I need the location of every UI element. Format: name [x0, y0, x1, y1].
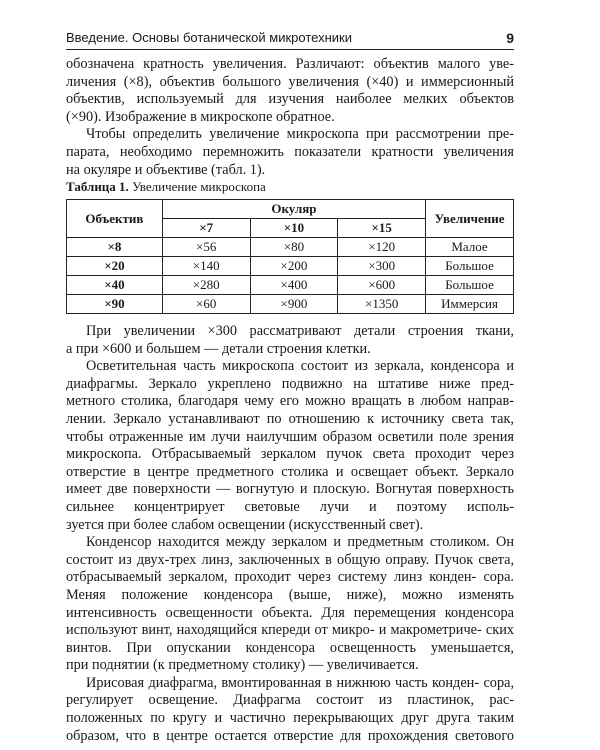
paragraph-condenser-end	[66, 657, 514, 675]
text-line: зуется при более слабом освещении (искусственный свет).	[66, 516, 424, 533]
table-row	[67, 276, 514, 295]
value-cell: ×300	[338, 257, 426, 276]
objective-cell: ×20	[67, 257, 163, 276]
table-caption-label: Таблица 1.	[66, 179, 129, 194]
value-cell: ×280	[162, 276, 250, 295]
text-line: и диафрагмы. Зеркало укреплено подвижно на штативе ниже пред-	[66, 358, 514, 392]
magnification-cell: Малое	[426, 238, 514, 257]
text-line: при поднятии (к предметному столику) — увеличивается.	[66, 657, 419, 674]
section-title: Введение. Основы ботанической микротехники	[66, 30, 352, 45]
magnification-cell: Большое	[426, 257, 514, 276]
text-line: положенных по кругу и частично перекрывающих друг друга таким	[66, 710, 514, 727]
table-row	[67, 295, 514, 314]
paragraph-magnification-use-end	[66, 341, 514, 359]
magnification-cell: Иммерсия	[426, 295, 514, 314]
paragraph-lighting-end	[66, 517, 514, 535]
text-line: используют винт, находящийся кпереди от микро- и макрометриче-	[66, 622, 482, 639]
text-line: сора. Меняя положение конденсора (выше, ниже), можно изменять	[66, 569, 514, 603]
value-cell: ×120	[338, 238, 426, 257]
table-caption	[66, 179, 266, 195]
value-cell: ×1350	[338, 295, 426, 314]
text-line: метного столика, благодаря чему его можно вращать в любом направ-	[66, 393, 514, 410]
body-text-top	[66, 56, 514, 179]
text-line: обозначена кратность увеличения. Различают: объектив малого уве-	[66, 56, 514, 72]
text-line: через отверстие в центре предметного столика и освещает объект.	[66, 446, 514, 480]
value-cell: ×56	[162, 238, 250, 257]
table-row	[67, 238, 514, 257]
running-header	[66, 27, 514, 49]
text-line: Осветительная часть микроскопа состоит из зеркала, конденсора	[86, 358, 500, 375]
text-line: парата, необходимо перемножить показатели кратности увеличения	[66, 143, 514, 160]
text-line: Чтобы определить увеличение микроскопа при рассмотрении пре-	[86, 126, 514, 143]
eyepiece-cell: ×10	[250, 219, 338, 238]
header-rule	[66, 49, 514, 50]
text-line: Он состоит из двух-трех линз, заключенных в общую оправу. Пучок	[66, 534, 514, 568]
value-cell: ×200	[250, 257, 338, 276]
value-cell: ×80	[250, 238, 338, 257]
paragraph-condenser	[66, 534, 514, 657]
value-cell: ×600	[338, 276, 426, 295]
page-number: 9	[506, 30, 514, 46]
text-line: (×90). Изображение в микроскопе обратное.	[66, 108, 335, 125]
header-magnification: Увеличение	[426, 200, 514, 238]
text-line: а при ×600 и большем — детали строения клетки.	[66, 340, 371, 357]
paragraph-objectives	[66, 56, 514, 109]
paragraph-magnification-use	[66, 323, 514, 341]
value-cell: ×400	[250, 276, 338, 295]
text-line: образом, что в центре остается отверстие для прохождения светового	[66, 727, 514, 744]
eyepiece-cell: ×7	[162, 219, 250, 238]
value-cell: ×900	[250, 295, 338, 314]
paragraph-how-to	[66, 126, 514, 161]
text-line: света, отбрасываемый зеркалом, проходит через систему линз конден-	[66, 551, 515, 586]
objective-cell: ×40	[67, 276, 163, 295]
text-line: сора, регулирует освещение. Диафрагма состоит из пластинок, рас-	[66, 674, 515, 709]
text-line: поверхность сильнее концентрирует световые лучи и поэтому исполь-	[66, 481, 515, 515]
text-line: Конденсор находится между зеркалом и предметным столиком.	[86, 534, 490, 551]
body-text-bottom	[66, 323, 514, 745]
table-row	[67, 257, 514, 276]
table-caption-text: Увеличение микроскопа	[132, 179, 266, 194]
table-header-row	[67, 200, 514, 219]
text-line: личения (×8), объектив большого увеличения (×40) и иммерсионный	[66, 73, 514, 90]
magnification-cell: Большое	[426, 276, 514, 295]
objective-cell: ×8	[67, 238, 163, 257]
text-line: так, чтобы отраженные им лучи наилучшим образом осветили поле	[66, 410, 514, 445]
text-line: При увеличении ×300 рассматривают детали строения ткани,	[86, 323, 514, 339]
text-line: лении. Зеркало устанавливают по отношению к источнику света	[66, 410, 484, 427]
paragraph-objectives-end	[66, 109, 514, 127]
paragraph-how-to-end	[66, 162, 514, 180]
magnification-table	[66, 199, 514, 314]
header-eyepiece: Окуляр	[162, 200, 425, 219]
text-line: ских винтов. При опускании конденсора освещенность уменьшается,	[66, 622, 515, 656]
eyepiece-cell: ×15	[338, 219, 426, 238]
text-line: Зеркало имеет две поверхности — вогнутую и плоскую. Вогнутая	[66, 463, 514, 498]
text-line: объектив, используемый для изучения наиболее мелких объектов	[66, 91, 514, 108]
paragraph-lighting	[66, 358, 514, 516]
paragraph-diaphragm	[66, 675, 514, 745]
value-cell: ×140	[162, 257, 250, 276]
value-cell: ×60	[162, 295, 250, 314]
text-line: зрения микроскопа. Отбрасываемый зеркалом пучок света проходит	[66, 428, 515, 463]
objective-cell: ×90	[67, 295, 163, 314]
text-line: на окуляре и объективе (табл. 1).	[66, 161, 266, 178]
text-line: интенсивность освещенности объекта. Для перемещения конденсора	[66, 604, 514, 621]
text-line: Ирисовая диафрагма, вмонтированная в нижнюю часть конден-	[86, 674, 480, 691]
header-objective: Объектив	[67, 200, 163, 238]
